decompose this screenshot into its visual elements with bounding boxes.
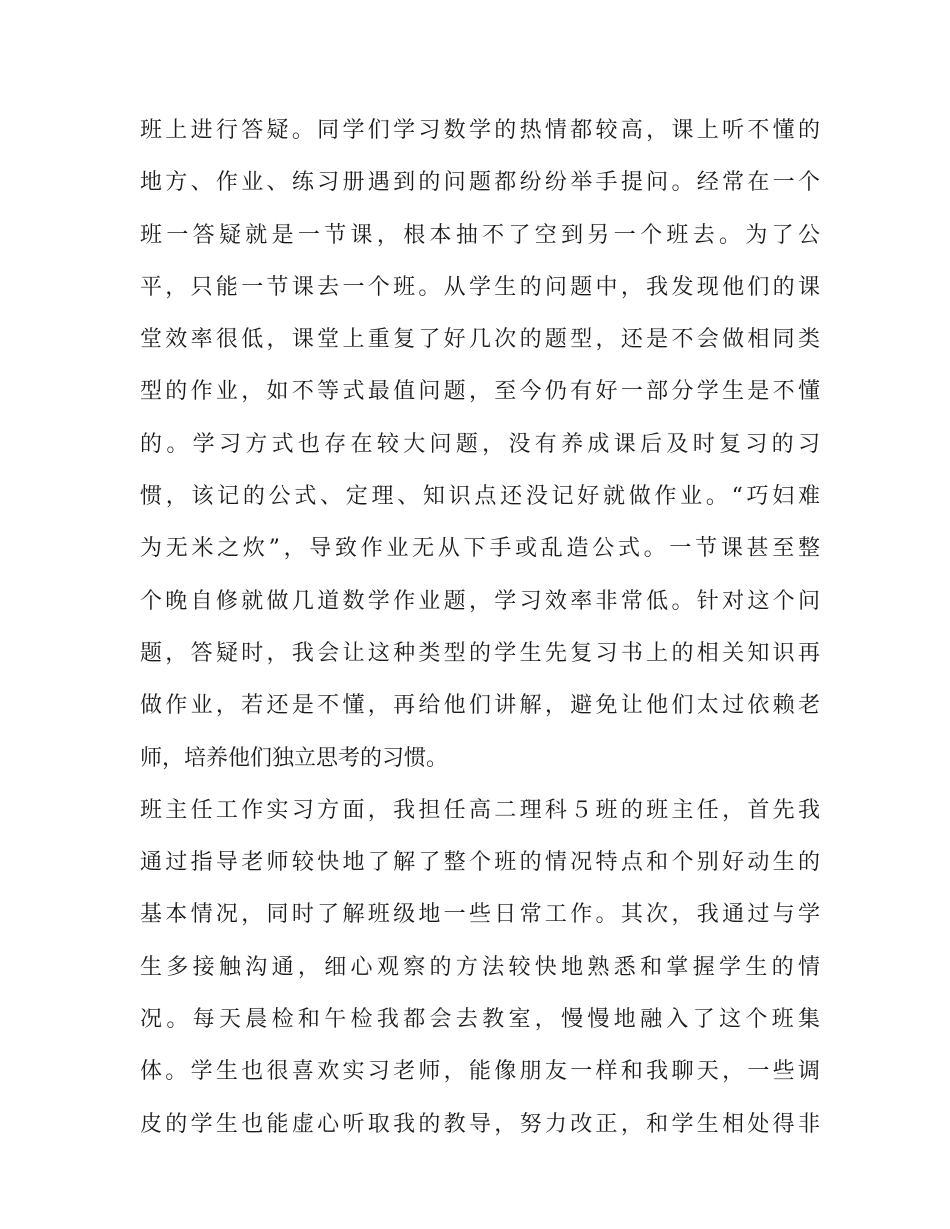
- text-line: 题，答疑时，我会让这种类型的学生先复习书上的相关知识再: [140, 640, 820, 666]
- text-line: 个晚自修就做几道数学作业题，学习效率非常低。针对这个问: [140, 588, 820, 614]
- text-line: 班主任工作实习方面，我担任高二理科５班的班主任，首先我: [140, 797, 820, 823]
- text-line: 为无米之炊”，导致作业无从下手或乱造公式。一节课甚至整: [140, 536, 820, 562]
- text-line: 做作业，若还是不懂，再给他们讲解，避免让他们太过依赖老: [140, 693, 820, 719]
- text-line: 体。学生也很喜欢实习老师，能像朋友一样和我聊天，一些调: [140, 1059, 820, 1085]
- text-line: 地方、作业、练习册遇到的问题都纷纷举手提问。经常在一个: [140, 170, 820, 196]
- body-text: [140, 105, 820, 1151]
- text-line: 班一答疑就是一节课，根本抽不了空到另一个班去。为了公: [140, 222, 820, 248]
- text-line: 惯，该记的公式、定理、知识点还没记好就做作业。“巧妇难: [140, 484, 820, 510]
- text-line: 堂效率很低，课堂上重复了好几次的题型，还是不会做相同类: [140, 327, 820, 353]
- text-line: 生多接触沟通，细心观察的方法较快地熟悉和掌握学生的情: [140, 954, 820, 980]
- text-line: 基本情况，同时了解班级地一些日常工作。其次，我通过与学: [140, 902, 820, 928]
- text-line: 平，只能一节课去一个班。从学生的问题中，我发现他们的课: [140, 274, 820, 300]
- text-line: 况。每天晨检和午检我都会去教室，慢慢地融入了这个班集: [140, 1007, 820, 1033]
- text-line: 皮的学生也能虚心听取我的教导，努力改正，和学生相处得非: [140, 1111, 820, 1137]
- text-line: 的。学习方式也存在较大问题，没有养成课后及时复习的习: [140, 431, 820, 457]
- text-line: 型的作业，如不等式最值问题，至今仍有好一部分学生是不懂: [140, 379, 820, 405]
- paragraph-end-line: 师，培养他们独立思考的习惯。: [140, 745, 449, 771]
- text-line: 通过指导老师较快地了解了整个班的情况特点和个别好动生的: [140, 850, 820, 876]
- text-line: 班上进行答疑。同学们学习数学的热情都较高，课上听不懂的: [140, 118, 820, 143]
